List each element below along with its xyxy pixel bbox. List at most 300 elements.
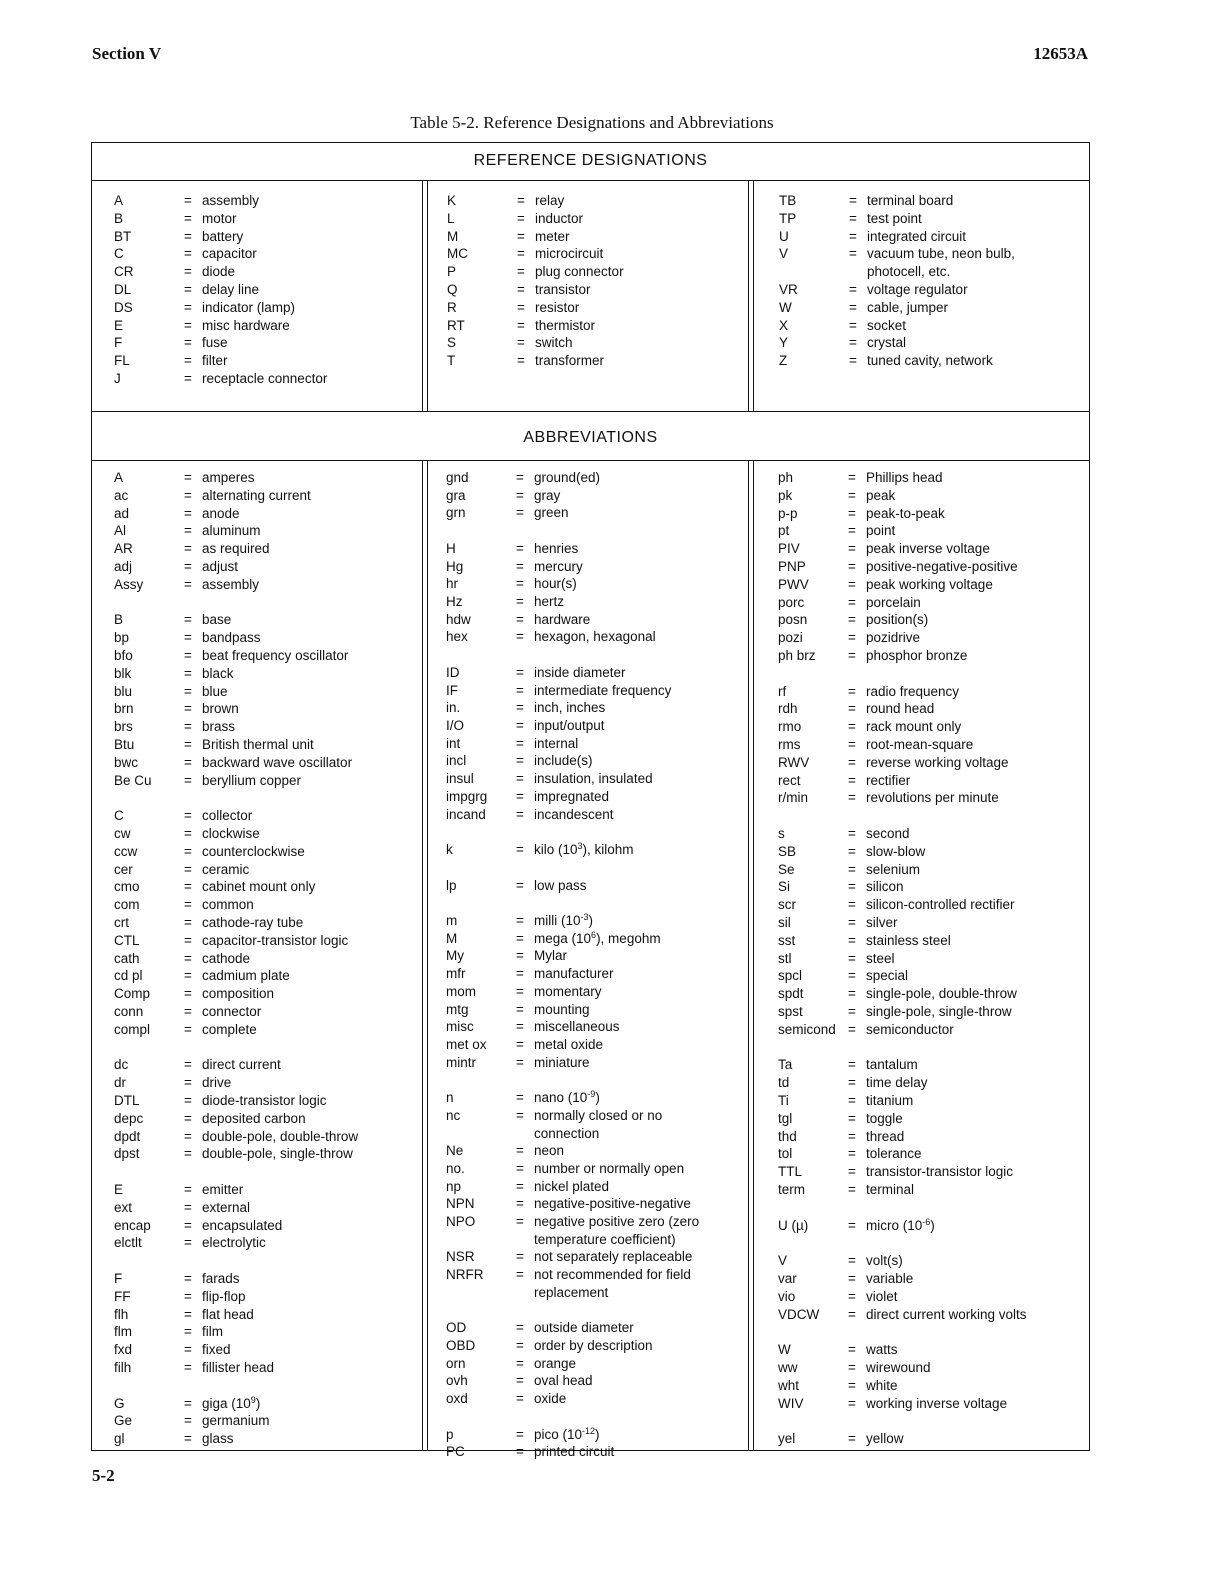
definition-text: aluminum bbox=[202, 523, 261, 539]
ref-title-rule bbox=[91, 180, 1090, 181]
definition bbox=[534, 1214, 699, 1230]
definition-text: fillister head bbox=[202, 1360, 275, 1375]
abbreviation-code: H bbox=[446, 540, 456, 556]
equals-sign: = bbox=[848, 1093, 856, 1108]
abbreviation-code: dpdt bbox=[114, 1128, 141, 1144]
definition bbox=[866, 844, 925, 860]
equals-sign: = bbox=[516, 877, 524, 893]
definition-text: number or normally open bbox=[534, 1160, 685, 1176]
definition bbox=[534, 488, 560, 504]
abbreviation-code: ph brz bbox=[778, 648, 816, 663]
definition bbox=[202, 1413, 270, 1429]
equals-sign: = bbox=[184, 228, 192, 244]
definition bbox=[534, 753, 593, 769]
equals-sign: = bbox=[184, 282, 192, 297]
definition-text: motor bbox=[202, 210, 237, 226]
abbreviation-code: mfr bbox=[446, 966, 466, 982]
equals-sign: = bbox=[184, 1075, 192, 1091]
equals-sign: = bbox=[848, 968, 856, 984]
equals-sign: = bbox=[849, 228, 857, 244]
definition-text: replacement bbox=[534, 1284, 609, 1300]
definition bbox=[535, 335, 573, 351]
definition-text: fuse bbox=[202, 335, 228, 351]
definition-text: hexagon, hexagonal bbox=[534, 629, 656, 645]
definition-text: cadmium plate bbox=[202, 968, 290, 984]
equals-sign: = bbox=[517, 228, 525, 244]
definition-text: cabinet mount only bbox=[202, 879, 316, 895]
definition bbox=[866, 612, 928, 628]
abbreviation-code: C bbox=[114, 808, 124, 824]
abbreviation-code: CTL bbox=[114, 932, 140, 948]
definition-text: rectifier bbox=[866, 772, 911, 788]
equals-sign: = bbox=[848, 1377, 856, 1393]
abbreviation-code: gra bbox=[446, 487, 466, 503]
definition-text: selenium bbox=[866, 861, 921, 877]
abbreviation-code: grn bbox=[446, 505, 466, 521]
definition bbox=[202, 246, 257, 262]
definition-text: electrolytic bbox=[202, 1235, 266, 1251]
definition bbox=[866, 986, 1017, 1002]
abbreviation-code: FL bbox=[114, 353, 130, 369]
definition-text: diode bbox=[202, 264, 236, 280]
definition bbox=[534, 789, 609, 805]
definition bbox=[866, 595, 921, 611]
abbreviation-code: hex bbox=[446, 629, 468, 645]
abbreviation-code: ad bbox=[114, 505, 130, 521]
equals-sign: = bbox=[184, 1395, 192, 1411]
abbreviation-code: p-p bbox=[778, 505, 798, 521]
abbreviation-code: porc bbox=[778, 594, 805, 610]
definition bbox=[534, 1338, 653, 1354]
equals-sign: = bbox=[184, 665, 192, 681]
definition-text: toggle bbox=[866, 1110, 903, 1126]
abbreviation-code: encap bbox=[114, 1217, 151, 1233]
equals-sign: = bbox=[184, 353, 192, 369]
equals-sign: = bbox=[516, 558, 524, 574]
abbreviation-code: V bbox=[779, 246, 789, 262]
definition-text: capacitor-transistor logic bbox=[202, 932, 349, 948]
definition bbox=[866, 1396, 1007, 1412]
definition-text: Mylar bbox=[534, 948, 567, 964]
equals-sign: = bbox=[516, 983, 524, 999]
abbreviation-code: G bbox=[114, 1395, 125, 1411]
definition bbox=[866, 1289, 898, 1305]
equals-sign: = bbox=[848, 701, 856, 717]
definition-text: reverse working voltage bbox=[866, 754, 1009, 770]
abbreviation-code: impgrg bbox=[446, 788, 488, 804]
abbreviation-code: ID bbox=[446, 664, 460, 680]
definition bbox=[202, 264, 235, 280]
definition-text: microcircuit bbox=[535, 246, 604, 262]
definition-text: watts bbox=[866, 1342, 898, 1358]
definition bbox=[202, 755, 352, 771]
definition bbox=[534, 505, 569, 521]
definition bbox=[202, 300, 295, 316]
definition bbox=[202, 1342, 231, 1358]
definition bbox=[866, 790, 999, 806]
abbreviation-code: compl bbox=[114, 1021, 151, 1037]
abbreviation-code: W bbox=[779, 299, 792, 315]
definition bbox=[866, 1431, 904, 1447]
definition bbox=[534, 612, 590, 628]
abbreviation-code: PNP bbox=[778, 559, 806, 574]
abbreviation-code: np bbox=[446, 1178, 462, 1194]
equals-sign: = bbox=[848, 897, 856, 913]
abbreviation-code: term bbox=[778, 1182, 805, 1197]
abbreviation-code: com bbox=[114, 897, 140, 913]
definition bbox=[534, 736, 578, 752]
equals-sign: = bbox=[848, 1164, 856, 1180]
abbreviation-code: mtg bbox=[446, 1001, 469, 1017]
definition bbox=[866, 577, 993, 593]
definition-text: adjust bbox=[202, 559, 239, 574]
definition-text: transistor-transistor logic bbox=[866, 1164, 1014, 1180]
definition bbox=[866, 951, 895, 967]
abbreviation-code: X bbox=[779, 317, 789, 333]
abbreviation-code: CR bbox=[114, 264, 134, 280]
equals-sign: = bbox=[848, 594, 856, 610]
equals-sign: = bbox=[849, 246, 857, 262]
definition-text: manufacturer bbox=[534, 966, 614, 982]
equals-sign: = bbox=[848, 505, 856, 521]
equals-sign: = bbox=[849, 335, 857, 351]
definition bbox=[534, 878, 587, 894]
definition-text: intermediate frequency bbox=[534, 682, 672, 698]
definition bbox=[202, 1289, 246, 1305]
definition bbox=[202, 897, 254, 913]
equals-sign: = bbox=[516, 1036, 524, 1052]
equals-sign: = bbox=[516, 1320, 524, 1336]
equals-sign: = bbox=[184, 1288, 192, 1304]
abbreviation-code: U bbox=[779, 228, 789, 244]
equals-sign: = bbox=[184, 932, 192, 948]
definition-text: external bbox=[202, 1199, 251, 1215]
equals-sign: = bbox=[184, 371, 192, 386]
definition bbox=[866, 541, 990, 557]
definition-text: amperes bbox=[202, 470, 255, 485]
definition-text: tantalum bbox=[866, 1057, 918, 1073]
equals-sign: = bbox=[516, 594, 524, 609]
definition-text: working inverse voltage bbox=[866, 1395, 1008, 1411]
abbreviation-code: stl bbox=[778, 950, 792, 966]
equals-sign: = bbox=[848, 612, 856, 628]
equals-sign: = bbox=[516, 842, 524, 857]
abbreviation-code: rmo bbox=[778, 719, 802, 735]
ref-col-divider-2a bbox=[748, 180, 749, 411]
definition bbox=[866, 701, 934, 717]
definition-text: rack mount only bbox=[866, 719, 962, 735]
abbreviation-code: yel bbox=[778, 1431, 796, 1447]
equals-sign: = bbox=[516, 930, 524, 946]
definition-text: oxide bbox=[534, 1391, 567, 1407]
definition-text: crystal bbox=[867, 335, 907, 351]
definition-text: brown bbox=[202, 701, 239, 717]
abbr-col-divider-1b bbox=[427, 460, 428, 1450]
definition bbox=[867, 211, 922, 227]
definition bbox=[534, 807, 614, 823]
definition bbox=[534, 1108, 662, 1124]
abbreviation-code: DTL bbox=[114, 1093, 140, 1108]
definition-text: silicon bbox=[866, 879, 904, 895]
definition bbox=[867, 318, 906, 334]
equals-sign: = bbox=[517, 193, 525, 208]
definition bbox=[534, 771, 653, 787]
definition-text: base bbox=[202, 612, 232, 628]
abbreviation-code: WIV bbox=[778, 1395, 804, 1411]
equals-sign: = bbox=[849, 210, 857, 226]
definition-text: peak-to-peak bbox=[866, 505, 945, 521]
abbreviation-code: lp bbox=[446, 877, 457, 893]
definition bbox=[202, 577, 259, 593]
equals-sign: = bbox=[848, 1075, 856, 1091]
definition bbox=[866, 1075, 928, 1091]
equals-sign: = bbox=[516, 664, 524, 680]
definition-text: mega (10 bbox=[534, 930, 592, 946]
abbreviation-code: bp bbox=[114, 630, 130, 646]
equals-sign: = bbox=[848, 541, 856, 557]
definition-text: inside diameter bbox=[534, 664, 626, 680]
definition-text: ground(ed) bbox=[534, 470, 601, 485]
exponent: 6 bbox=[591, 929, 597, 940]
definition-text: giga (10 bbox=[202, 1395, 251, 1411]
definition-text: capacitor bbox=[202, 246, 257, 262]
abbreviation-code: spst bbox=[778, 1004, 803, 1019]
definition bbox=[866, 1342, 898, 1358]
definition bbox=[534, 1444, 614, 1460]
equals-sign: = bbox=[848, 861, 856, 877]
abbreviation-code: ac bbox=[114, 487, 129, 503]
equals-sign: = bbox=[848, 826, 856, 841]
definition bbox=[202, 541, 270, 557]
equals-sign: = bbox=[848, 1360, 856, 1375]
abbreviation-code: cer bbox=[114, 861, 133, 877]
definition-text: connection bbox=[534, 1125, 600, 1141]
definition-text: resistor bbox=[535, 299, 580, 315]
abbreviation-code: adj bbox=[114, 559, 133, 574]
abbr-col-divider-2b bbox=[753, 460, 754, 1450]
definition bbox=[202, 630, 261, 646]
definition bbox=[867, 353, 993, 369]
abbreviation-code: A bbox=[114, 193, 124, 208]
definition-text: emitter bbox=[202, 1182, 244, 1197]
equals-sign: = bbox=[184, 1110, 192, 1126]
equals-sign: = bbox=[848, 1395, 856, 1411]
abbreviation-code: blu bbox=[114, 683, 133, 699]
definition-text: terminal board bbox=[867, 193, 954, 208]
abbreviation-code: B bbox=[114, 612, 124, 628]
definition-text: misc hardware bbox=[202, 317, 290, 333]
equals-sign: = bbox=[516, 806, 524, 822]
definition bbox=[202, 648, 348, 664]
abbreviation-code: IF bbox=[446, 682, 458, 698]
abbreviation-code: rms bbox=[778, 737, 801, 752]
definition bbox=[866, 862, 920, 878]
definition-text: cable, jumper bbox=[867, 299, 949, 315]
abbreviation-code: rf bbox=[778, 683, 787, 699]
definition bbox=[866, 1004, 1012, 1020]
abbreviation-code: p bbox=[446, 1426, 454, 1442]
equals-sign: = bbox=[184, 576, 192, 592]
abbreviation-code: tgl bbox=[778, 1110, 793, 1126]
abbreviation-code: Btu bbox=[114, 737, 135, 752]
equals-sign: = bbox=[848, 648, 856, 663]
definition bbox=[202, 1075, 231, 1091]
equals-sign: = bbox=[184, 808, 192, 824]
definition-text: germanium bbox=[202, 1413, 270, 1429]
equals-sign: = bbox=[517, 246, 525, 262]
definition bbox=[534, 966, 614, 982]
equals-sign: = bbox=[184, 1413, 192, 1429]
abbreviation-code: ph bbox=[778, 470, 794, 485]
abbreviation-code: SB bbox=[778, 843, 797, 859]
abbreviation-code: B bbox=[114, 210, 124, 226]
abbreviation-code: Assy bbox=[114, 576, 144, 592]
equals-sign: = bbox=[848, 576, 856, 592]
equals-sign: = bbox=[517, 335, 525, 351]
definition bbox=[535, 211, 583, 227]
definition bbox=[867, 300, 948, 316]
equals-sign: = bbox=[848, 932, 856, 948]
equals-sign: = bbox=[848, 915, 856, 930]
definition-text: low pass bbox=[534, 877, 587, 893]
reference-designations-title: REFERENCE DESIGNATIONS bbox=[473, 152, 708, 169]
definition bbox=[202, 1022, 257, 1038]
definition-text: tuned cavity, network bbox=[867, 353, 993, 369]
abbreviation-code: V bbox=[778, 1253, 788, 1269]
definition bbox=[866, 684, 959, 700]
equals-sign: = bbox=[184, 1182, 192, 1197]
abbreviation-code: bfo bbox=[114, 648, 133, 663]
definition bbox=[866, 826, 910, 842]
abbreviation-code: NRFR bbox=[446, 1267, 484, 1283]
abbreviation-code: TP bbox=[779, 210, 797, 226]
abbreviation-code: R bbox=[447, 299, 457, 315]
definition-text: British thermal unit bbox=[202, 737, 314, 752]
definition bbox=[534, 1249, 692, 1265]
definition bbox=[202, 701, 239, 717]
definition-text: beryllium copper bbox=[202, 772, 302, 788]
definition bbox=[867, 264, 950, 280]
definition bbox=[534, 1356, 576, 1372]
equals-sign: = bbox=[516, 718, 524, 733]
definition-text: input/output bbox=[534, 718, 605, 733]
definition bbox=[866, 1111, 903, 1127]
definition-text: hour(s) bbox=[534, 576, 577, 592]
definition-text: vacuum tube, neon bulb, bbox=[867, 246, 1015, 262]
abbreviation-code: E bbox=[114, 1182, 124, 1197]
definition-text: flat head bbox=[202, 1306, 254, 1322]
abbreviation-code: TTL bbox=[778, 1164, 803, 1180]
definition bbox=[534, 1055, 590, 1071]
abbreviation-code: s bbox=[778, 826, 785, 841]
abbreviation-code: DS bbox=[114, 299, 133, 315]
definition bbox=[866, 968, 908, 984]
abbreviation-code: My bbox=[446, 948, 464, 964]
equals-sign: = bbox=[516, 470, 524, 485]
equals-sign: = bbox=[848, 737, 856, 752]
abbreviation-code: OD bbox=[446, 1320, 467, 1336]
definition-text: assembly bbox=[202, 576, 260, 592]
equals-sign: = bbox=[184, 487, 192, 503]
definition bbox=[534, 1285, 608, 1301]
abbreviation-code: vio bbox=[778, 1288, 796, 1304]
equals-sign: = bbox=[184, 335, 192, 351]
definition-text: momentary bbox=[534, 983, 602, 999]
abbreviation-code: FF bbox=[114, 1288, 131, 1304]
abbreviation-code: VR bbox=[779, 282, 798, 297]
definition bbox=[202, 211, 237, 227]
equals-sign: = bbox=[849, 299, 857, 315]
definition-text: variable bbox=[866, 1271, 914, 1286]
definition bbox=[202, 826, 260, 842]
abbreviation-code: K bbox=[447, 193, 457, 208]
equals-sign: = bbox=[184, 879, 192, 895]
equals-sign: = bbox=[516, 487, 524, 503]
definition-text: yellow bbox=[866, 1431, 904, 1447]
abbreviation-code: mom bbox=[446, 983, 476, 999]
definition-suffix: ) bbox=[595, 1090, 600, 1106]
definition bbox=[534, 1373, 593, 1389]
definition-text: backward wave oscillator bbox=[202, 754, 353, 770]
abbreviation-code: T bbox=[447, 353, 456, 369]
definition bbox=[534, 1232, 676, 1248]
equals-sign: = bbox=[184, 1431, 192, 1447]
definition-text: voltage regulator bbox=[867, 282, 968, 297]
abbreviation-code: Hz bbox=[446, 594, 463, 609]
section-label: Section V bbox=[92, 44, 162, 63]
table-title: Table 5-2. Reference Designations and Abbreviations bbox=[410, 113, 774, 132]
abbreviation-code: spdt bbox=[778, 986, 804, 1002]
definition bbox=[866, 755, 1009, 771]
equals-sign: = bbox=[848, 1057, 856, 1073]
equals-sign: = bbox=[184, 737, 192, 752]
abbreviation-code: AR bbox=[114, 541, 133, 557]
equals-sign: = bbox=[848, 950, 856, 966]
equals-sign: = bbox=[184, 1217, 192, 1233]
abbreviation-code: flh bbox=[114, 1306, 129, 1322]
definition bbox=[866, 559, 1018, 575]
equals-sign: = bbox=[516, 771, 524, 787]
definition-text: phosphor bronze bbox=[866, 648, 968, 663]
definition bbox=[202, 612, 231, 628]
definition-suffix: ) bbox=[595, 1426, 600, 1442]
definition-text: include(s) bbox=[534, 753, 593, 769]
definition-text: double-pole, double-throw bbox=[202, 1128, 359, 1144]
equals-sign: = bbox=[516, 1373, 524, 1389]
definition-text: socket bbox=[867, 317, 907, 333]
equals-sign: = bbox=[184, 648, 192, 663]
definition bbox=[534, 1391, 566, 1407]
abbreviation-code: cath bbox=[114, 950, 140, 966]
definition-text: position(s) bbox=[866, 612, 929, 628]
definition-text: incandescent bbox=[534, 806, 614, 822]
definition bbox=[202, 773, 301, 789]
abbreviation-code: cd pl bbox=[114, 968, 143, 984]
definition-text: transformer bbox=[535, 353, 605, 369]
equals-sign: = bbox=[184, 843, 192, 859]
definition-text: silicon-controlled rectifier bbox=[866, 897, 1015, 913]
exponent: -6 bbox=[922, 1216, 931, 1227]
definition-text: direct current bbox=[202, 1057, 281, 1073]
equals-sign: = bbox=[184, 754, 192, 770]
abbreviation-code: rect bbox=[778, 772, 801, 788]
definition-text: Phillips head bbox=[866, 470, 943, 485]
definition bbox=[534, 984, 602, 1000]
equals-sign: = bbox=[184, 1342, 192, 1358]
definition bbox=[202, 862, 249, 878]
ref-col-divider-1a bbox=[422, 180, 423, 411]
definition bbox=[202, 986, 274, 1002]
